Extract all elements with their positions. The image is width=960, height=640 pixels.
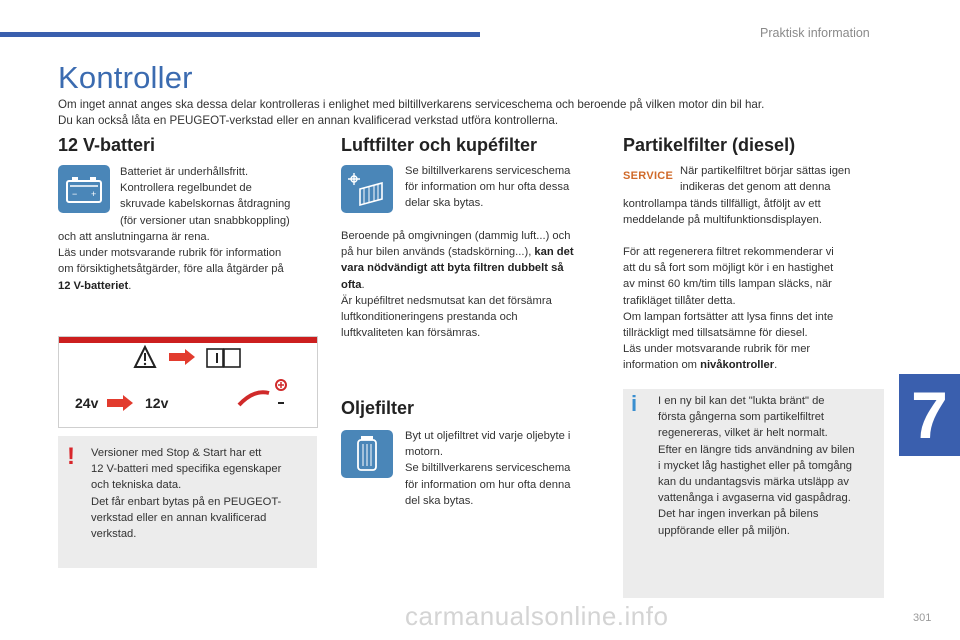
text-line: När partikelfiltret börjar sättas igen	[680, 165, 851, 177]
text-fragment: information om	[623, 359, 697, 372]
intro-line-1: Om inget annat anges ska dessa delar kontrolleras i enlighet med biltillverkarens serviceschema och beroende på vilken motor din bil har.	[58, 98, 765, 111]
text-line: trafikläget tillåter detta.	[623, 294, 736, 307]
text-line: del ska bytas.	[405, 494, 474, 507]
text-line: luftkonditioneringens prestanda och	[341, 311, 518, 324]
text-line: i mycket låg hastighet eller på tomgång	[658, 459, 853, 472]
text-line: information om nivåkontroller.	[623, 359, 778, 372]
warning-text	[91, 445, 281, 542]
svg-text:−: −	[72, 189, 78, 199]
text-line: Är kupéfiltret nedsmutsat kan det försämra	[341, 294, 552, 307]
text-line	[58, 278, 284, 294]
battery-link-text: 12 V-batteriet	[58, 279, 129, 292]
voltage-label-12v: 12v	[145, 395, 169, 411]
air-filter-heading: Luftfilter och kupéfilter	[341, 135, 538, 155]
text-line: Det har ingen inverkan på bilens	[658, 508, 819, 521]
text-line: verkstad eller en annan kvalificerad	[91, 511, 267, 524]
battery-warning-illustration	[58, 336, 318, 428]
text-line: delar ska bytas.	[405, 197, 484, 210]
service-warning-icon: SERVICE	[623, 170, 674, 182]
bold-fragment: ofta	[341, 278, 362, 291]
text-line: kontrollampa tänds tillfälligt, åtföljt av ett	[623, 198, 821, 210]
watermark: carmanualsonline.info	[405, 601, 669, 631]
text-line: tillräckligt med tillsatsämne för diesel.	[623, 327, 808, 340]
text-line: Versioner med Stop & Start har ett	[91, 447, 262, 459]
text-line: verkstad.	[91, 528, 137, 541]
text-line: första gångerna som partikelfiltret	[658, 411, 825, 424]
text-line: Läs under motsvarande rubrik för mer	[623, 343, 811, 356]
text-line: Se biltillverkarens serviceschema	[405, 165, 571, 177]
info-text	[658, 393, 855, 539]
text-line: för information om hur ofta denna	[405, 478, 571, 491]
text-line: och att anslutningarna är rena.	[58, 231, 210, 243]
air-filter-description	[405, 163, 570, 212]
text-line	[341, 260, 574, 276]
text-fragment: .	[128, 279, 132, 292]
section-name: Praktisk information	[760, 26, 870, 40]
text-line: Det får enbart bytas på en PEUGEOT-	[91, 495, 282, 508]
oil-filter-icon	[341, 430, 393, 478]
bold-fragment: nivåkontroller	[700, 359, 775, 372]
text-line: Läs under motsvarande rubrik för information	[58, 247, 282, 260]
text-line: indikeras det genom att denna	[680, 181, 831, 194]
info-icon: i	[631, 391, 638, 416]
oil-filter-heading: Oljefilter	[341, 398, 415, 418]
intro-line-2: Du kan också låta en PEUGEOT-verkstad eller en annan kvalificerad verkstad utföra kontrollerna.	[58, 114, 559, 127]
text-line: (för versioner utan snabbkoppling)	[120, 214, 290, 227]
text-line: Om lampan fortsätter att lysa finns det inte	[623, 310, 834, 323]
text-line: motorn.	[405, 446, 443, 459]
bold-fragment: vara nödvändigt att byta filtren dubbelt så	[341, 262, 564, 275]
text-line: 12 V-batteri med specifika egenskaper	[91, 463, 282, 476]
text-line: I en ny bil kan det "lukta bränt" de	[658, 395, 825, 407]
page-title: Kontroller	[58, 60, 193, 95]
text-line: Efter en längre tids användning av bilen	[658, 443, 855, 456]
text-line: meddelande på multifunktionsdisplayen.	[623, 214, 823, 227]
particle-filter-description	[680, 163, 850, 195]
text-line: Beroende på omgivningen (dammig luft...) och	[341, 230, 571, 242]
exclamation-icon: !	[67, 443, 75, 470]
text-line: luftkvaliteten kan försämras.	[341, 327, 481, 340]
text-line: Batteriet är underhållsfritt.	[120, 166, 249, 178]
text-line: skruvade kabelskornas åtdragning	[120, 198, 291, 211]
air-filter-icon	[341, 165, 393, 213]
battery-instructions	[58, 229, 284, 294]
text-line: att du så fort som möjligt kör i en hastighet	[623, 262, 834, 275]
battery-icon	[58, 165, 110, 213]
particle-filter-description-cont	[623, 196, 822, 228]
text-line: uppförande eller på miljön.	[658, 524, 790, 537]
chapter-tab: 7	[899, 374, 960, 456]
text-line: om försiktighetsåtgärder, före alla åtgärder på	[58, 263, 284, 276]
voltage-label-24v: 24v	[75, 395, 99, 411]
text-line: för information om hur ofta dessa	[405, 181, 570, 194]
battery-description	[120, 164, 290, 229]
text-line: Kontrollera regelbundet de	[120, 182, 252, 195]
text-line: För att regenerera filtret rekommenderar vi	[623, 246, 834, 258]
text-line	[341, 244, 574, 260]
text-line: och tekniska data.	[91, 479, 182, 492]
particle-filter-instructions	[623, 244, 834, 374]
bold-fragment: kan det	[534, 246, 574, 259]
text-line: Se biltillverkarens serviceschema	[405, 462, 571, 475]
particle-filter-heading: Partikelfilter (diesel)	[623, 135, 796, 155]
battery-heading: 12 V-batteri	[58, 135, 156, 155]
page-number: 301	[913, 612, 932, 624]
text-line: ofta.	[341, 278, 365, 291]
text-line: Byt ut oljefiltret vid varje oljebyte i	[405, 430, 571, 442]
oil-filter-description	[405, 428, 570, 509]
svg-text:+: +	[91, 189, 97, 199]
header-bar	[0, 32, 480, 37]
text-line: regenereras, vilket är helt normalt.	[658, 427, 828, 440]
text-line: av minst 60 km/tim tills lampan släcks, när	[623, 278, 832, 291]
text-line: kan du undantagsvis märka utsläpp av	[658, 476, 849, 489]
text-fragment: på hur bilen används (stadskörning...),	[341, 246, 532, 259]
air-filter-instructions	[341, 228, 574, 341]
text-line: vattenånga i avgaserna vid gaspådrag.	[658, 492, 851, 505]
